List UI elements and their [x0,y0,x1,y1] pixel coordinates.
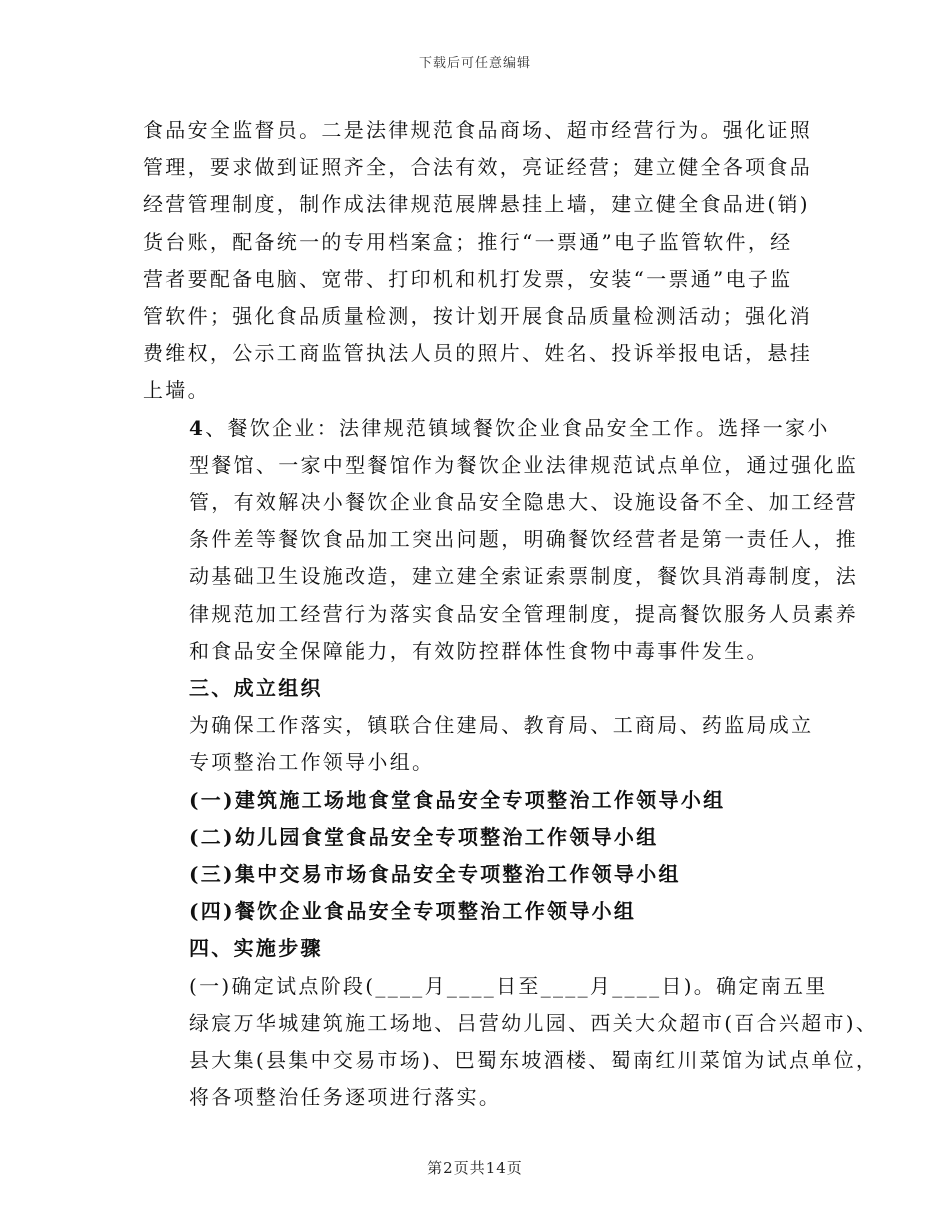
line-text: 律规范加工经营行为落实食品安全管理制度，提高餐饮服务人员素养 [189,601,858,626]
line-text: 管，有效解决小餐饮企业食品安全隐患大、设施设备不全、加工经营 [189,490,858,515]
item-number: 4 [189,415,206,440]
line-text: 条件差等餐饮食品加工突出问题，明确餐饮经营者是第一责任人，推 [189,527,858,552]
line-text: 四、实施步骤 [189,936,323,961]
text-line [143,856,807,893]
text-line [143,1079,807,1116]
page-header: 下载后可任意编辑 [418,56,531,71]
line-text: 专项整治工作领导小组。 [189,750,435,775]
line-text: 三、成立组织 [189,676,323,701]
text-line [143,633,807,670]
line-text: 为确保工作落实，镇联合住建局、教育局、工商局、药监局成立 [189,713,814,738]
text-line [143,930,807,967]
line-text: 费维权，公示工商监管执法人员的照片、姓名、投诉举报电话，悬挂 [143,341,812,366]
page-footer: 第2页共14页 [427,1159,523,1177]
line-text: 营者要配备电脑、宽带、打印机和机打发票，安装“一票通”电子监 [143,266,793,291]
text-line [143,112,812,149]
paragraph [143,968,879,1117]
text-line [143,968,828,1005]
line-text: (四)餐饮企业食品安全专项整治工作领导小组 [189,899,637,924]
section-heading [143,856,807,893]
line-text: 将各项整治任务逐项进行落实。 [189,1085,502,1110]
line-text: (三)集中交易市场食品安全专项整治工作领导小组 [189,862,681,887]
text-line [143,335,812,372]
line-text: 、餐饮企业：法律规范镇域餐饮企业食品安全工作。选择一家小 [205,415,830,440]
text-line [143,186,810,223]
section-heading [143,930,807,967]
line-text: 食品安全监督员。二是法律规范食品商场、超市经营行为。强化证照 [143,118,812,142]
line-text: 货台账，配备统一的专用档案盒；推行“一票通”电子监管软件，经 [143,229,793,254]
paragraph [143,112,812,410]
line-text: 动基础卫生设施改造，建立建全索证索票制度，餐饮具消毒制度，法 [189,564,858,589]
text-line [143,1005,879,1042]
text-line [143,372,807,409]
line-text: 管软件；强化食品质量检测，按计划开展食品质量检测活动；强化消 [143,304,812,329]
line-text: 和食品安全保障能力，有效防控群体性食物中毒事件发生。 [189,638,769,663]
text-line [143,224,807,261]
text-line [143,261,807,298]
line-text: (一)确定试点阶段(____月____日至____月____日)。确定南五里 [189,973,828,998]
line-text: (二)幼儿园食堂食品安全专项整治工作领导小组 [189,824,659,849]
text-line [143,447,858,484]
text-line [143,410,830,447]
document-body [143,112,879,1116]
text-line [143,596,858,633]
section-heading [143,819,807,856]
paragraph [143,707,814,781]
paragraph [143,410,858,670]
line-text: 经营管理制度，制作成法律规范展牌悬挂上墙，建立健全食品进(销) [143,192,810,217]
text-line [143,298,812,335]
section-heading [143,670,807,707]
text-line [143,782,807,819]
text-line [143,149,812,186]
line-text: 上墙。 [143,378,210,403]
text-line [143,521,858,558]
line-text: 管理，要求做到证照齐全，合法有效，亮证经营；建立健全各项食品 [143,155,812,180]
text-line [143,558,858,595]
section-heading [143,893,807,930]
text-line [143,1042,879,1079]
text-line [143,744,807,781]
text-line [143,819,807,856]
text-line [143,707,814,744]
section-heading [143,782,807,819]
text-line [143,484,858,521]
line-text: 县大集(县集中交易市场)、巴蜀东坡酒楼、蜀南红川菜馆为试点单位， [189,1048,879,1073]
line-text: (一)建筑施工场地食堂食品安全专项整治工作领导小组 [189,787,726,812]
text-line [143,670,807,707]
line-text: 绿宸万华城建筑施工场地、吕营幼儿园、西关大众超市(百合兴超市)、 [189,1010,879,1035]
text-line [143,893,807,930]
line-text: 型餐馆、一家中型餐馆作为餐饮企业法律规范试点单位，通过强化监 [189,452,858,477]
